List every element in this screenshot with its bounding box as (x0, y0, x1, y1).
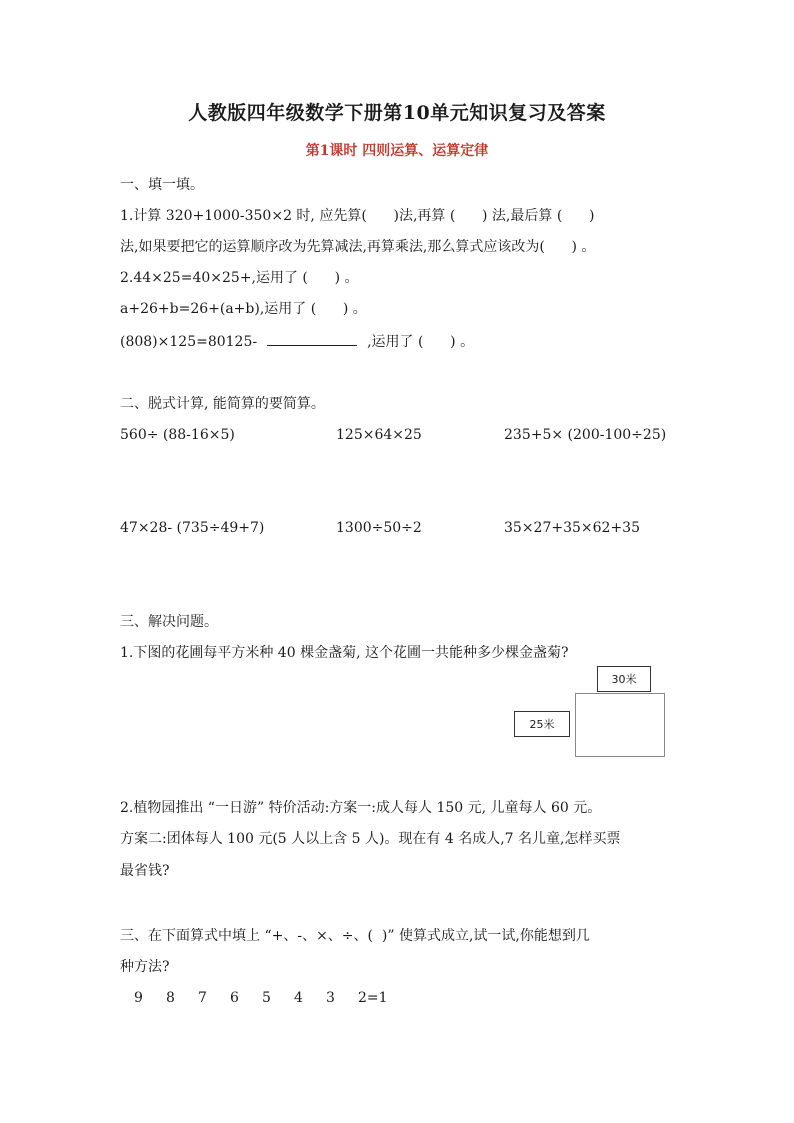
number-item: 5 (262, 990, 271, 1006)
section3-heading: 三、解决问题。 (120, 614, 218, 630)
length-label-25m: 25米 (514, 711, 570, 737)
calc-problem: 125×64×25 (336, 427, 422, 443)
section2-heading: 二、脱式计算, 能简算的要简算。 (120, 396, 325, 412)
section3-q2-line3: 最省钱? (120, 863, 170, 879)
page-title: 人教版四年级数学下册第10单元知识复习及答案 (188, 102, 606, 124)
section1-q2-line2: a+26+b=26+(a+b),运用了 ( ) 。 (120, 301, 367, 317)
section3-q1: 1.下图的花圃每平方米种 40 棵金盏菊, 这个花圃一共能种多少棵金盏菊? (120, 645, 569, 661)
number-sequence (134, 988, 390, 1008)
section1-q1-line1: 1.计算 320+1000-350×2 时, 应先算( )法,再算 ( ) 法,最后算 ( ) (120, 208, 595, 224)
section4-line2: 种方法? (120, 959, 170, 975)
calc-problem: 235+5× (200-100÷25) (504, 427, 667, 443)
number-item: 7 (198, 990, 207, 1006)
number-item: 3 (326, 990, 335, 1006)
section1-q1-line2: 法,如果要把它的运算顺序改为先算减法,再算乘法,那么算式应该改为( ) 。 (120, 239, 596, 255)
calc-problem: 1300÷50÷2 (336, 520, 422, 536)
number-item: 8 (166, 990, 175, 1006)
q2-line3-right: ,运用了 ( ) 。 (367, 334, 475, 350)
number-item: 9 (134, 990, 143, 1006)
section1-q2-line3 (120, 331, 474, 352)
calc-problem: 47×28- (735÷49+7) (120, 520, 265, 536)
q2-line3-left: (808)×125=80125- (120, 334, 258, 350)
section1-q2-line1: 2.44×25=40×25+,运用了 ( ) 。 (120, 270, 359, 286)
flower-bed-diagram (575, 693, 665, 757)
calc-problem: 35×27+35×62+35 (504, 520, 640, 536)
calc-problem: 560÷ (88-16×5) (120, 427, 235, 443)
answer-blank[interactable] (267, 331, 357, 346)
lesson-subtitle: 第1课时 四则运算、运算定律 (305, 143, 489, 159)
section1-heading: 一、填一填。 (120, 177, 204, 193)
section4-line1: 三、在下面算式中填上 “+、-、×、÷、( )” 使算式成立,试一试,你能想到几 (120, 928, 590, 944)
section3-q2-line2: 方案二:团体每人 100 元(5 人以上含 5 人)。现在有 4 名成人,7 名儿童,怎样买票 (120, 831, 621, 847)
number-item: 4 (294, 990, 303, 1006)
section3-q2-line1: 2.植物园推出 “一日游” 特价活动:方案一:成人每人 150 元, 儿童每人 60 元。 (120, 800, 602, 816)
number-item: 2=1 (358, 990, 388, 1006)
length-label-30m: 30米 (597, 666, 651, 692)
number-item: 6 (230, 990, 239, 1006)
